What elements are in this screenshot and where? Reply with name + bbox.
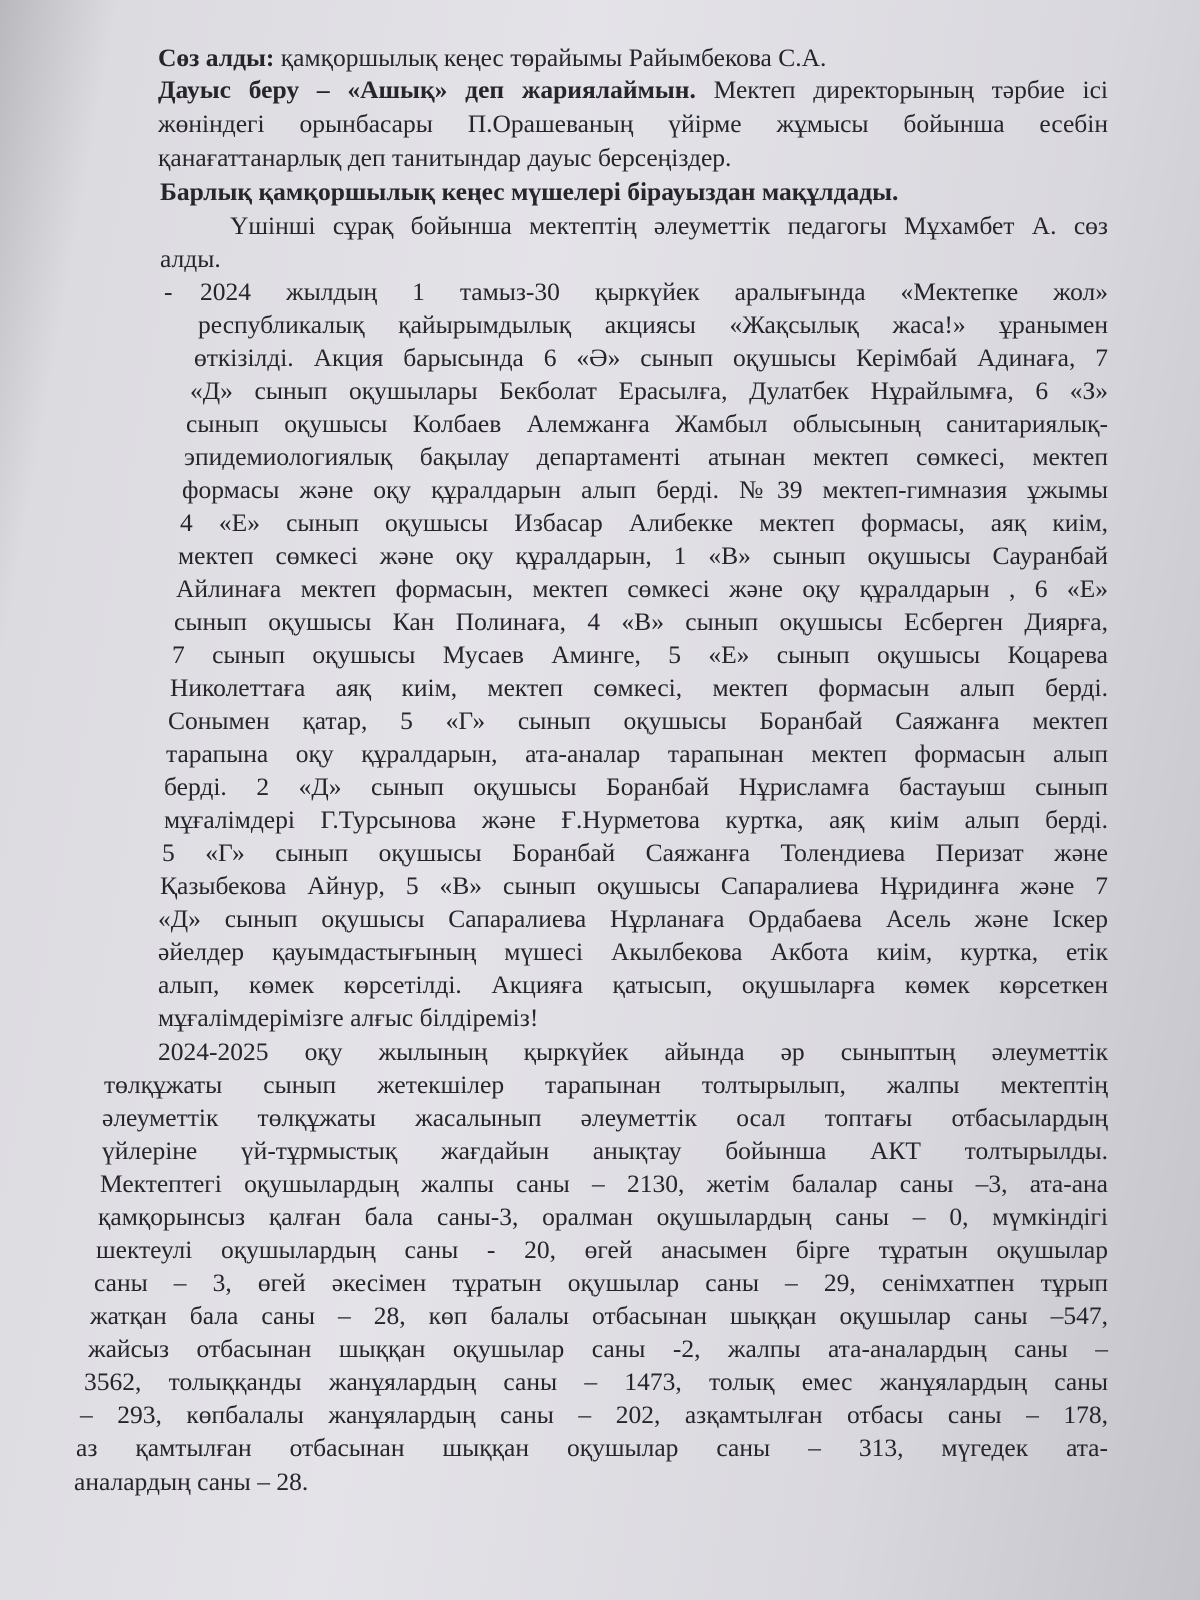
paragraph-line: аналардың саны – 28.: [74, 1467, 309, 1496]
paragraph-line: 2024-2025 оқу жылының қыркүйек айында әр сыныптың әлеуметтік: [158, 1037, 1108, 1066]
bullet-line: 4 «Е» сынып оқушысы Избасар Алибекке мектеп формасы, аяқ киім,: [180, 508, 1108, 537]
paragraph-line: – 293, көпбалалы жанұялардың саны – 202, азқамтылған отбасы саны – 178,: [80, 1400, 1108, 1429]
bullet-line: Николеттаға аяқ киім, мектеп сөмкесі, мектеп формасын алып берді.: [170, 673, 1108, 702]
text-line: жөніндегі орынбасары П.Орашеваның үйірме жұмысы бойынша есебін: [158, 109, 1108, 138]
bullet-line: «Д» сынып оқушысы Сапаралиева Нұрланаға Ордабаева Асель және Іскер: [158, 904, 1108, 933]
paragraph-line: әлеуметтік төлқұжаты жасалынып әлеуметтік осал топтағы отбасылардың: [102, 1103, 1108, 1132]
text-line: Үшінші сұрақ бойынша мектептің әлеуметтік педагогы Мұхамбет А. сөз: [230, 211, 1108, 240]
paragraph-line: қамқорынсыз қалған бала саны-3, оралман оқушылардың саны – 0, мүмкіндігі: [98, 1202, 1108, 1231]
paragraph-line: 3562, толыққанды жанұялардың саны – 1473, толық емес жанұялардың саны: [84, 1367, 1108, 1396]
approval-line: Барлық қамқоршылық кеңес мүшелері бірауыздан мақұлдады.: [160, 177, 899, 206]
vote-label: Дауыс беру – «Ашық» деп жариялаймын.: [158, 75, 696, 104]
paragraph-line: үйлеріне үй-тұрмыстық жағдайын анықтау бойынша АКТ толтырылды.: [102, 1136, 1108, 1165]
bullet-line: 2024 жылдың 1 тамыз-30 қыркүйек аралығында «Мектепке жол»: [200, 277, 1108, 306]
text-line: алды.: [160, 244, 221, 273]
text-line: қанағаттанарлық деп танитындар дауыс берсеңіздер.: [158, 143, 732, 172]
bullet-line: 7 сынып оқушысы Мусаев Аминге, 5 «Е» сынып оқушысы Коцарева: [172, 640, 1108, 669]
bullet-line: Сонымен қатар, 5 «Г» сынып оқушысы Боранбай Саяжанға мектеп: [168, 706, 1108, 735]
paragraph-line: шектеулі оқушылардың саны - 20, өгей анасымен бірге тұратын оқушылар: [96, 1235, 1108, 1264]
bullet-line: эпидемиологиялық бақылау департаменті атынан мектеп сөмкесі, мектеп: [184, 442, 1108, 471]
bullet-line: мектеп сөмкесі және оқу құралдарын, 1 «В» сынып оқушысы Сауранбай: [178, 541, 1108, 570]
bullet-line: өткізілді. Акция барысында 6 «Ә» сынып оқушысы Керімбай Адинаға, 7: [194, 343, 1108, 372]
bullet-line: алып, көмек көрсетілді. Акцияға қатысып, оқушыларға көмек көрсеткен: [158, 970, 1108, 999]
bullet-line: Айлинаға мектеп формасын, мектеп сөмкесі және оқу құралдарын , 6 «Е»: [176, 574, 1108, 603]
bullet-line: республикалық қайырымдылық акциясы «Жақсылық жаса!» ұранымен: [198, 310, 1108, 339]
bullet-dash: -: [164, 277, 173, 306]
bullet-line: берді. 2 «Д» сынып оқушысы Боранбай Нұрисламға бастауыш сынып: [164, 772, 1108, 801]
paragraph-line: саны – 3, өгей әкесімен тұратын оқушылар саны – 29, сенімхатпен тұрып: [94, 1268, 1108, 1297]
paragraph-line: аз қамтылған отбасынан шыққан оқушылар саны – 313, мүгедек ата-: [76, 1433, 1108, 1462]
bullet-line: сынып оқушысы Колбаев Алемжанға Жамбыл облысының санитариялық-: [186, 409, 1108, 438]
vote-line: [158, 74, 1108, 106]
bullet-line: Қазыбекова Айнур, 5 «В» сынып оқушысы Сапаралиева Нұридинға және 7: [160, 871, 1108, 900]
bullet-line: тарапына оқу құралдарын, ата-аналар тарапынан мектеп формасын алып: [166, 739, 1108, 768]
paragraph-line: төлқұжаты сынып жетекшілер тарапынан толтырылып, жалпы мектептің: [104, 1070, 1108, 1099]
speaker-label: Сөз алды:: [158, 43, 275, 72]
speaker-line: [158, 42, 826, 74]
paragraph-line: жатқан бала саны – 28, көп балалы отбасынан шыққан оқушылар саны –547,: [90, 1301, 1108, 1330]
speaker-text: қамқоршылық кеңес төрайымы Райымбекова С.А.: [274, 43, 827, 72]
bullet-line: мұғалімдерімізге алғыс білдіреміз!: [158, 1003, 539, 1032]
bullet-line: сынып оқушысы Кан Полинаға, 4 «В» сынып оқушысы Есберген Диярға,: [174, 607, 1108, 636]
bullet-line: «Д» сынып оқушылары Бекболат Ерасылға, Дулатбек Нұрайлымға, 6 «З»: [190, 376, 1108, 405]
vote-text: Мектеп директорының тәрбие ісі: [695, 75, 1109, 104]
paragraph-line: жайсыз отбасынан шыққан оқушылар саны -2, жалпы ата-аналардың саны –: [88, 1334, 1108, 1363]
bullet-line: әйелдер қауымдастығының мүшесі Акылбекова Акбота киім, куртка, етік: [158, 937, 1108, 966]
bullet-line: 5 «Г» сынып оқушысы Боранбай Саяжанға Толендиева Перизат және: [162, 838, 1108, 867]
bullet-line: мұғалімдері Г.Турсынова және Ғ.Нурметова куртка, аяқ киім алып берді.: [164, 805, 1108, 834]
bullet-line: формасы және оқу құралдарын алып берді. №39 мектеп-гимназия ұжымы: [182, 475, 1108, 504]
paragraph-line: Мектептегі оқушылардың жалпы саны – 2130, жетім балалар саны –3, ата-ана: [100, 1169, 1108, 1198]
